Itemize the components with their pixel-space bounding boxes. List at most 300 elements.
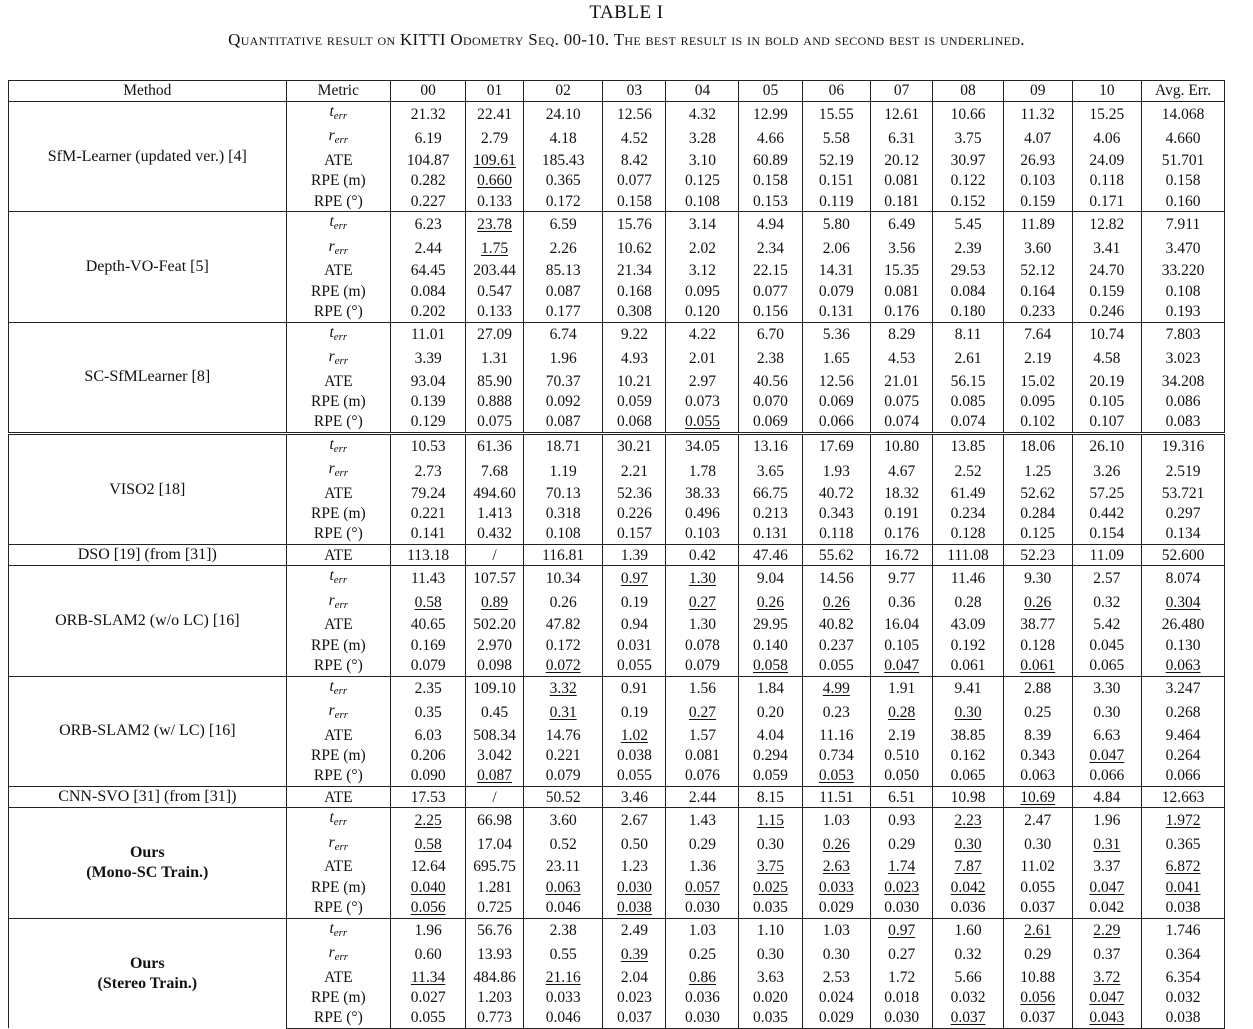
- metric-label: $t_{err}$: [286, 566, 391, 591]
- value-cell: 0.52: [523, 833, 602, 857]
- avg-err-cell: 14.068: [1142, 102, 1225, 127]
- avg-err-cell: 0.364: [1142, 943, 1225, 967]
- avg-err-cell: 26.480: [1142, 615, 1225, 635]
- value-cell: 3.41: [1072, 237, 1142, 261]
- metric-label: $t_{err}$: [286, 102, 391, 127]
- value-cell: 0.128: [933, 524, 1004, 545]
- value-cell: 0.055: [603, 766, 666, 787]
- value-cell: 60.89: [739, 150, 802, 170]
- value-cell: 4.66: [739, 126, 802, 150]
- value-cell: 0.496: [666, 504, 739, 524]
- value-cell: 0.233: [1003, 301, 1072, 322]
- value-cell: 0.226: [603, 504, 666, 524]
- value-cell: 0.057: [666, 877, 739, 897]
- value-cell: 0.91: [603, 676, 666, 701]
- value-cell: 0.047: [1072, 745, 1142, 765]
- value-cell: 2.970: [466, 635, 524, 655]
- value-cell: 0.037: [933, 1008, 1004, 1029]
- value-cell: 0.19: [603, 591, 666, 615]
- value-cell: 5.58: [802, 126, 871, 150]
- value-cell: 0.063: [1003, 766, 1072, 787]
- avg-err-cell: 7.803: [1142, 322, 1225, 347]
- method-name-line: Ours: [129, 844, 165, 862]
- table-row: [9, 566, 1225, 591]
- value-cell: 3.32: [523, 676, 602, 701]
- avg-err-cell: 6.872: [1142, 857, 1225, 877]
- value-cell: 0.89: [466, 591, 524, 615]
- value-cell: 0.035: [739, 897, 802, 918]
- value-cell: 0.19: [603, 701, 666, 725]
- value-cell: 0.45: [466, 701, 524, 725]
- value-cell: 3.46: [603, 787, 666, 808]
- value-cell: 0.118: [802, 524, 871, 545]
- avg-err-cell: 12.663: [1142, 787, 1225, 808]
- value-cell: 70.13: [523, 483, 602, 503]
- value-cell: 0.234: [933, 504, 1004, 524]
- avg-err-cell: 1.972: [1142, 808, 1225, 833]
- value-cell: 5.36: [802, 322, 871, 347]
- value-cell: 4.18: [523, 126, 602, 150]
- value-cell: 6.19: [391, 126, 466, 150]
- value-cell: 4.06: [1072, 126, 1142, 150]
- value-cell: 0.139: [391, 391, 466, 411]
- value-cell: 2.01: [666, 347, 739, 371]
- value-cell: 0.018: [871, 987, 933, 1007]
- value-cell: 52.12: [1003, 261, 1072, 281]
- value-cell: 0.153: [739, 191, 802, 212]
- value-cell: 0.131: [739, 524, 802, 545]
- value-cell: 0.140: [739, 635, 802, 655]
- value-cell: 21.34: [603, 261, 666, 281]
- avg-err-cell: 8.074: [1142, 566, 1225, 591]
- value-cell: /: [466, 787, 524, 808]
- value-cell: 47.82: [523, 615, 602, 635]
- metric-label: RPE (m): [286, 391, 391, 411]
- value-cell: 0.066: [1072, 766, 1142, 787]
- value-cell: 0.103: [1003, 171, 1072, 191]
- value-cell: 16.04: [871, 615, 933, 635]
- value-cell: 1.65: [802, 347, 871, 371]
- value-cell: 1.78: [666, 459, 739, 483]
- value-cell: 109.61: [466, 150, 524, 170]
- value-cell: 0.055: [1003, 877, 1072, 897]
- value-cell: 3.75: [739, 857, 802, 877]
- value-cell: 0.192: [933, 635, 1004, 655]
- value-cell: 0.202: [391, 301, 466, 322]
- value-cell: 3.56: [871, 237, 933, 261]
- avg-err-cell: 0.158: [1142, 171, 1225, 191]
- value-cell: 0.095: [1003, 391, 1072, 411]
- value-cell: 0.442: [1072, 504, 1142, 524]
- value-cell: 50.52: [523, 787, 602, 808]
- avg-err-cell: 51.701: [1142, 150, 1225, 170]
- value-cell: 2.44: [391, 237, 466, 261]
- value-cell: 0.734: [802, 745, 871, 765]
- value-cell: 10.53: [391, 433, 466, 459]
- metric-label: $t_{err}$: [286, 676, 391, 701]
- value-cell: 107.57: [466, 566, 524, 591]
- value-cell: 2.21: [603, 459, 666, 483]
- method-name-line: Ours: [129, 954, 165, 972]
- value-cell: 2.73: [391, 459, 466, 483]
- value-cell: 10.98: [933, 787, 1004, 808]
- value-cell: 1.03: [666, 918, 739, 943]
- value-cell: 0.073: [666, 391, 739, 411]
- table-row: [9, 102, 1225, 127]
- value-cell: 0.26: [1003, 591, 1072, 615]
- header-row: [9, 81, 1225, 102]
- avg-err-cell: 0.038: [1142, 897, 1225, 918]
- value-cell: 9.22: [603, 322, 666, 347]
- value-cell: 0.084: [933, 281, 1004, 301]
- value-cell: 1.31: [466, 347, 524, 371]
- value-cell: 0.177: [523, 301, 602, 322]
- value-cell: /: [466, 545, 524, 566]
- value-cell: 0.27: [666, 591, 739, 615]
- avg-err-cell: 0.264: [1142, 745, 1225, 765]
- avg-err-cell: 6.354: [1142, 967, 1225, 987]
- value-cell: 13.16: [739, 433, 802, 459]
- value-cell: 18.71: [523, 433, 602, 459]
- avg-err-cell: 0.193: [1142, 301, 1225, 322]
- value-cell: 0.159: [1003, 191, 1072, 212]
- value-cell: 11.32: [1003, 102, 1072, 127]
- value-cell: 18.32: [871, 483, 933, 503]
- method-name: [9, 322, 287, 433]
- value-cell: 0.070: [739, 391, 802, 411]
- avg-err-cell: 1.746: [1142, 918, 1225, 943]
- value-cell: 0.029: [802, 897, 871, 918]
- metric-label: RPE (°): [286, 655, 391, 676]
- value-cell: 0.26: [802, 833, 871, 857]
- value-cell: 0.30: [802, 943, 871, 967]
- value-cell: 79.24: [391, 483, 466, 503]
- value-cell: 85.13: [523, 261, 602, 281]
- value-cell: 0.095: [666, 281, 739, 301]
- metric-label: RPE (m): [286, 745, 391, 765]
- value-cell: 0.37: [1072, 943, 1142, 967]
- value-cell: 0.105: [871, 635, 933, 655]
- value-cell: 12.61: [871, 102, 933, 127]
- header-cell: 08: [933, 81, 1004, 102]
- value-cell: 29.53: [933, 261, 1004, 281]
- method-name-line: SfM-Learner (updated ver.) [4]: [47, 147, 247, 165]
- value-cell: 203.44: [466, 261, 524, 281]
- value-cell: 1.43: [666, 808, 739, 833]
- value-cell: 10.74: [1072, 322, 1142, 347]
- value-cell: 29.95: [739, 615, 802, 635]
- value-cell: 2.19: [871, 725, 933, 745]
- value-cell: 0.31: [1072, 833, 1142, 857]
- value-cell: 0.133: [466, 301, 524, 322]
- value-cell: 0.343: [802, 504, 871, 524]
- value-cell: 0.308: [603, 301, 666, 322]
- value-cell: 3.14: [666, 212, 739, 237]
- metric-label: RPE (m): [286, 281, 391, 301]
- metric-label: ATE: [286, 725, 391, 745]
- metric-label: $r_{err}$: [286, 591, 391, 615]
- value-cell: 12.82: [1072, 212, 1142, 237]
- value-cell: 10.66: [933, 102, 1004, 127]
- value-cell: 4.07: [1003, 126, 1072, 150]
- method-name-line: ORB-SLAM2 (w/ LC) [16]: [59, 722, 236, 740]
- value-cell: 0.158: [739, 171, 802, 191]
- value-cell: 0.343: [1003, 745, 1072, 765]
- value-cell: 0.053: [802, 766, 871, 787]
- avg-err-cell: 52.600: [1142, 545, 1225, 566]
- value-cell: 1.10: [739, 918, 802, 943]
- value-cell: 0.047: [1072, 877, 1142, 897]
- avg-err-cell: 0.297: [1142, 504, 1225, 524]
- value-cell: 12.56: [603, 102, 666, 127]
- value-cell: 0.164: [1003, 281, 1072, 301]
- header-cell: 01: [466, 81, 524, 102]
- value-cell: 0.102: [1003, 412, 1072, 434]
- value-cell: 5.45: [933, 212, 1004, 237]
- metric-label: $r_{err}$: [286, 943, 391, 967]
- metric-label: RPE (°): [286, 897, 391, 918]
- value-cell: 26.93: [1003, 150, 1072, 170]
- metric-label: ATE: [286, 857, 391, 877]
- value-cell: 9.30: [1003, 566, 1072, 591]
- table-row: [9, 212, 1225, 237]
- value-cell: 1.72: [871, 967, 933, 987]
- value-cell: 2.19: [1003, 347, 1072, 371]
- metric-label: RPE (m): [286, 635, 391, 655]
- value-cell: 9.77: [871, 566, 933, 591]
- value-cell: 1.23: [603, 857, 666, 877]
- value-cell: 17.69: [802, 433, 871, 459]
- value-cell: 3.63: [739, 967, 802, 987]
- value-cell: 0.29: [1003, 943, 1072, 967]
- value-cell: 0.103: [666, 524, 739, 545]
- value-cell: 2.67: [603, 808, 666, 833]
- avg-err-cell: 4.660: [1142, 126, 1225, 150]
- value-cell: 66.75: [739, 483, 802, 503]
- value-cell: 52.19: [802, 150, 871, 170]
- method-name: [9, 545, 287, 566]
- metric-label: $t_{err}$: [286, 212, 391, 237]
- value-cell: 8.11: [933, 322, 1004, 347]
- value-cell: 111.08: [933, 545, 1004, 566]
- value-cell: 695.75: [466, 857, 524, 877]
- value-cell: 0.206: [391, 745, 466, 765]
- value-cell: 0.171: [1072, 191, 1142, 212]
- value-cell: 0.055: [666, 412, 739, 434]
- value-cell: 15.25: [1072, 102, 1142, 127]
- value-cell: 0.129: [391, 412, 466, 434]
- value-cell: 3.75: [933, 126, 1004, 150]
- value-cell: 0.26: [523, 591, 602, 615]
- value-cell: 0.030: [666, 1008, 739, 1029]
- value-cell: 93.04: [391, 371, 466, 391]
- metric-label: $t_{err}$: [286, 808, 391, 833]
- value-cell: 0.246: [1072, 301, 1142, 322]
- value-cell: 13.93: [466, 943, 524, 967]
- metric-label: $r_{err}$: [286, 237, 391, 261]
- metric-label: ATE: [286, 787, 391, 808]
- value-cell: 0.32: [933, 943, 1004, 967]
- avg-err-cell: 0.063: [1142, 655, 1225, 676]
- value-cell: 10.69: [1003, 787, 1072, 808]
- value-cell: 0.045: [1072, 635, 1142, 655]
- avg-err-cell: 34.208: [1142, 371, 1225, 391]
- method-name: [9, 433, 287, 544]
- value-cell: 2.25: [391, 808, 466, 833]
- value-cell: 3.39: [391, 347, 466, 371]
- value-cell: 1.03: [802, 918, 871, 943]
- value-cell: 0.032: [933, 987, 1004, 1007]
- value-cell: 0.154: [1072, 524, 1142, 545]
- value-cell: 2.34: [739, 237, 802, 261]
- metric-label: RPE (°): [286, 524, 391, 545]
- table-row: [9, 787, 1225, 808]
- avg-err-cell: 0.041: [1142, 877, 1225, 897]
- value-cell: 38.33: [666, 483, 739, 503]
- value-cell: 5.80: [802, 212, 871, 237]
- value-cell: 0.97: [871, 918, 933, 943]
- table-number: TABLE I: [589, 2, 664, 23]
- value-cell: 3.60: [523, 808, 602, 833]
- value-cell: 8.15: [739, 787, 802, 808]
- value-cell: 0.94: [603, 615, 666, 635]
- value-cell: 0.23: [802, 701, 871, 725]
- value-cell: 0.888: [466, 391, 524, 411]
- metric-label: $r_{err}$: [286, 126, 391, 150]
- metric-label: RPE (°): [286, 412, 391, 434]
- value-cell: 1.93: [802, 459, 871, 483]
- avg-err-cell: 0.108: [1142, 281, 1225, 301]
- value-cell: 0.031: [603, 635, 666, 655]
- value-cell: 43.09: [933, 615, 1004, 635]
- value-cell: 34.05: [666, 433, 739, 459]
- value-cell: 40.56: [739, 371, 802, 391]
- value-cell: 0.162: [933, 745, 1004, 765]
- value-cell: 0.152: [933, 191, 1004, 212]
- table-caption: [0, 2, 1253, 50]
- value-cell: 40.65: [391, 615, 466, 635]
- value-cell: 4.67: [871, 459, 933, 483]
- table-row: [9, 808, 1225, 833]
- value-cell: 30.21: [603, 433, 666, 459]
- value-cell: 1.03: [802, 808, 871, 833]
- value-cell: 0.069: [739, 412, 802, 434]
- value-cell: 0.157: [603, 524, 666, 545]
- value-cell: 1.413: [466, 504, 524, 524]
- value-cell: 0.156: [739, 301, 802, 322]
- metric-label: RPE (m): [286, 877, 391, 897]
- value-cell: 0.180: [933, 301, 1004, 322]
- metric-label: $r_{err}$: [286, 701, 391, 725]
- value-cell: 1.203: [466, 987, 524, 1007]
- value-cell: 4.84: [1072, 787, 1142, 808]
- value-cell: 0.29: [666, 833, 739, 857]
- metric-label: $t_{err}$: [286, 433, 391, 459]
- value-cell: 0.294: [739, 745, 802, 765]
- value-cell: 52.36: [603, 483, 666, 503]
- value-cell: 2.61: [1003, 918, 1072, 943]
- value-cell: 0.365: [523, 171, 602, 191]
- avg-err-cell: 19.316: [1142, 433, 1225, 459]
- method-name-line: (Stereo Train.): [97, 974, 198, 992]
- metric-label: $t_{err}$: [286, 322, 391, 347]
- avg-err-cell: 2.519: [1142, 459, 1225, 483]
- avg-err-cell: 0.083: [1142, 412, 1225, 434]
- value-cell: 11.43: [391, 566, 466, 591]
- method-name: [9, 808, 287, 918]
- value-cell: 11.46: [933, 566, 1004, 591]
- value-cell: 16.72: [871, 545, 933, 566]
- value-cell: 0.30: [933, 701, 1004, 725]
- value-cell: 0.176: [871, 524, 933, 545]
- table-row: [9, 545, 1225, 566]
- value-cell: 0.033: [802, 877, 871, 897]
- value-cell: 0.030: [871, 1008, 933, 1029]
- value-cell: 27.09: [466, 322, 524, 347]
- value-cell: 55.62: [802, 545, 871, 566]
- value-cell: 3.28: [666, 126, 739, 150]
- value-cell: 6.70: [739, 322, 802, 347]
- value-cell: 4.99: [802, 676, 871, 701]
- metric-label: $r_{err}$: [286, 347, 391, 371]
- value-cell: 0.237: [802, 635, 871, 655]
- value-cell: 0.128: [1003, 635, 1072, 655]
- value-cell: 13.85: [933, 433, 1004, 459]
- value-cell: 1.96: [1072, 808, 1142, 833]
- value-cell: 0.047: [871, 655, 933, 676]
- value-cell: 0.029: [802, 1008, 871, 1029]
- avg-err-cell: 0.086: [1142, 391, 1225, 411]
- value-cell: 0.60: [391, 943, 466, 967]
- avg-err-cell: 0.160: [1142, 191, 1225, 212]
- value-cell: 4.22: [666, 322, 739, 347]
- value-cell: 15.55: [802, 102, 871, 127]
- value-cell: 2.97: [666, 371, 739, 391]
- value-cell: 0.28: [933, 591, 1004, 615]
- value-cell: 2.61: [933, 347, 1004, 371]
- value-cell: 0.213: [739, 504, 802, 524]
- value-cell: 70.37: [523, 371, 602, 391]
- value-cell: 26.10: [1072, 433, 1142, 459]
- value-cell: 64.45: [391, 261, 466, 281]
- metric-label: RPE (m): [286, 171, 391, 191]
- method-name: [9, 918, 287, 1028]
- value-cell: 17.53: [391, 787, 466, 808]
- value-cell: 0.181: [871, 191, 933, 212]
- value-cell: 116.81: [523, 545, 602, 566]
- value-cell: 0.055: [391, 1008, 466, 1029]
- header-cell: Method: [9, 81, 287, 102]
- value-cell: 0.122: [933, 171, 1004, 191]
- value-cell: 6.03: [391, 725, 466, 745]
- value-cell: 0.040: [391, 877, 466, 897]
- value-cell: 18.06: [1003, 433, 1072, 459]
- method-name-line: ORB-SLAM2 (w/o LC) [16]: [55, 612, 240, 630]
- value-cell: 0.075: [871, 391, 933, 411]
- value-cell: 0.090: [391, 766, 466, 787]
- value-cell: 10.21: [603, 371, 666, 391]
- value-cell: 0.25: [666, 943, 739, 967]
- value-cell: 0.773: [466, 1008, 524, 1029]
- value-cell: 0.58: [391, 833, 466, 857]
- value-cell: 0.31: [523, 701, 602, 725]
- value-cell: 0.58: [391, 591, 466, 615]
- value-cell: 0.024: [802, 987, 871, 1007]
- method-name: [9, 102, 287, 212]
- value-cell: 1.02: [603, 725, 666, 745]
- value-cell: 0.221: [523, 745, 602, 765]
- header-cell: 03: [603, 81, 666, 102]
